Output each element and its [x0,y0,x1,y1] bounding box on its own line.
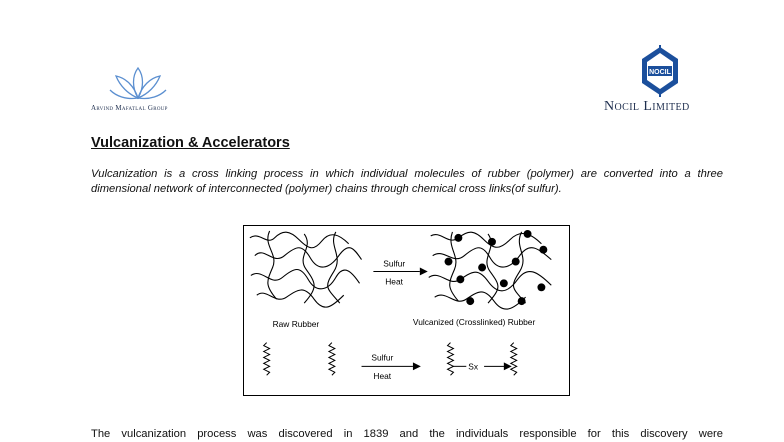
crosslinked-chains [448,343,517,376]
arrow-head-icon [413,362,421,370]
body-paragraph: The vulcanization process was discovered in 1839 and the individuals responsible for this discovery were [91,428,723,440]
label-vulcanized-rubber: Vulcanized (Crosslinked) Rubber [412,316,536,327]
left-logo-text: Arvind Mafatlal Group [91,104,168,112]
arrow2-top-label: Sulfur [371,352,394,363]
vulcanization-figure [243,225,570,396]
arrow-head-icon [420,268,428,276]
arrow2-bottom-label: Heat [373,371,392,382]
raw-rubber-chains [250,231,362,307]
arrow1-top-label: Sulfur [383,258,406,269]
sx-label: Sx [468,361,479,372]
label-raw-rubber: Raw Rubber [272,318,320,329]
intro-paragraph: Vulcanization is a cross linking process in which individual molecules of rubber (polymer) are converted into a three dimensional network of interconnected (polymer) chains through chemical cross links(of sulfur). [91,168,723,195]
crosslink-dots [445,230,548,305]
lotus-icon [110,68,166,99]
single-chains [264,343,335,376]
nocil-logo [638,45,682,97]
right-logo-text: Nocil Limited [604,99,690,114]
page-title: Vulcanization & Accelerators [91,135,290,151]
nocil-badge-text: NOCIL [649,69,671,76]
arrow1-bottom-label: Heat [385,276,403,287]
